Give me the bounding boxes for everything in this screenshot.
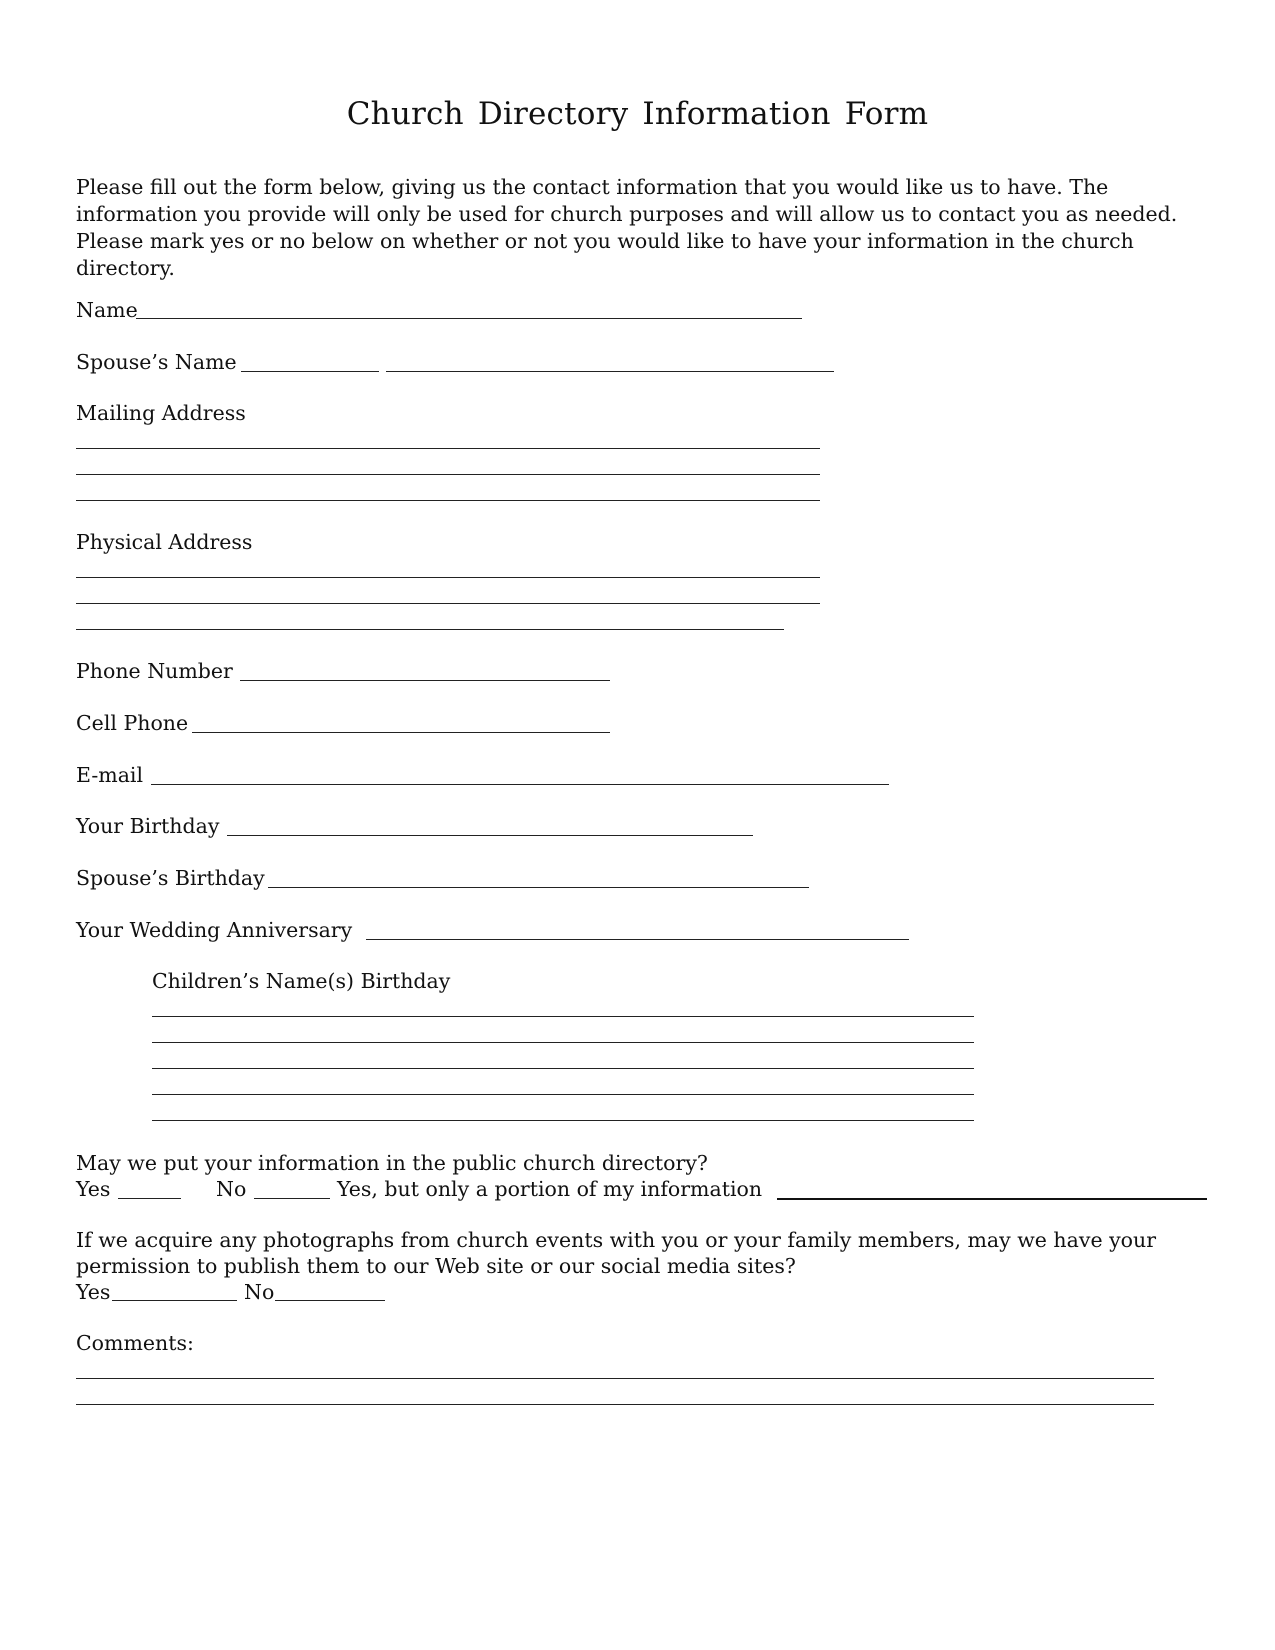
spouse-first-name-field[interactable] <box>241 371 379 372</box>
directory-no-blank[interactable] <box>254 1198 330 1199</box>
children-line-1[interactable] <box>152 1016 974 1017</box>
name-field[interactable] <box>136 318 802 319</box>
spouse-birthday-label: Spouse’s Birthday <box>76 866 265 890</box>
wedding-anniversary-label: Your Wedding Anniversary <box>76 918 353 942</box>
email-label: E-mail <box>76 763 144 787</box>
email-field[interactable] <box>151 784 889 785</box>
photo-consent-question-line-1: If we acquire any photographs from church events with you or your family members, may we have your <box>76 1228 1157 1252</box>
phone-number-field[interactable] <box>240 680 610 681</box>
intro-text: Please fill out the form below, giving us the contact information that you would like us to have. The information you provide will only be used for church purposes and will allow us to contact you as needed. Please mark yes or no below on whether or not you would like to have your information in the church directory. <box>76 175 1178 280</box>
name-label: Name <box>76 298 138 322</box>
mailing-address-line-3[interactable] <box>76 500 820 501</box>
physical-address-line-2[interactable] <box>76 603 820 604</box>
physical-address-label: Physical Address <box>76 530 253 554</box>
directory-partial-field[interactable] <box>777 1198 1207 1200</box>
your-birthday-label: Your Birthday <box>76 814 220 838</box>
directory-yes-label: Yes <box>76 1177 111 1201</box>
children-line-2[interactable] <box>152 1042 974 1043</box>
spouse-last-name-field[interactable] <box>386 371 834 372</box>
photo-yes-label: Yes <box>76 1280 111 1304</box>
mailing-address-line-1[interactable] <box>76 448 820 449</box>
directory-consent-question: May we put your information in the public church directory? <box>76 1151 708 1175</box>
comments-label: Comments: <box>76 1331 194 1355</box>
spouse-birthday-field[interactable] <box>268 887 809 888</box>
comments-line-2[interactable] <box>76 1404 1154 1405</box>
phone-number-label: Phone Number <box>76 659 233 683</box>
photo-consent-question-line-2: permission to publish them to our Web site or our social media sites? <box>76 1254 796 1278</box>
children-line-5[interactable] <box>152 1120 974 1121</box>
children-line-3[interactable] <box>152 1068 974 1069</box>
spouse-name-label: Spouse’s Name <box>76 350 237 374</box>
physical-address-line-1[interactable] <box>76 577 820 578</box>
cell-phone-label: Cell Phone <box>76 711 189 735</box>
page-title: Church Directory Information Form <box>346 96 929 132</box>
directory-yes-blank[interactable] <box>118 1198 181 1199</box>
photo-yes-blank[interactable] <box>112 1300 237 1301</box>
photo-no-blank[interactable] <box>275 1300 385 1301</box>
directory-no-label: No <box>216 1177 247 1201</box>
physical-address-line-3[interactable] <box>76 629 784 630</box>
comments-line-1[interactable] <box>76 1378 1154 1379</box>
directory-partial-label: Yes, but only a portion of my information <box>337 1177 763 1201</box>
your-birthday-field[interactable] <box>227 835 753 836</box>
photo-no-label: No <box>244 1280 275 1304</box>
mailing-address-line-2[interactable] <box>76 474 820 475</box>
wedding-anniversary-field[interactable] <box>366 939 909 940</box>
mailing-address-label: Mailing Address <box>76 401 246 425</box>
children-line-4[interactable] <box>152 1094 974 1095</box>
cell-phone-field[interactable] <box>192 732 610 733</box>
intro-paragraph <box>76 174 1206 282</box>
children-label: Children’s Name(s) Birthday <box>152 969 451 993</box>
